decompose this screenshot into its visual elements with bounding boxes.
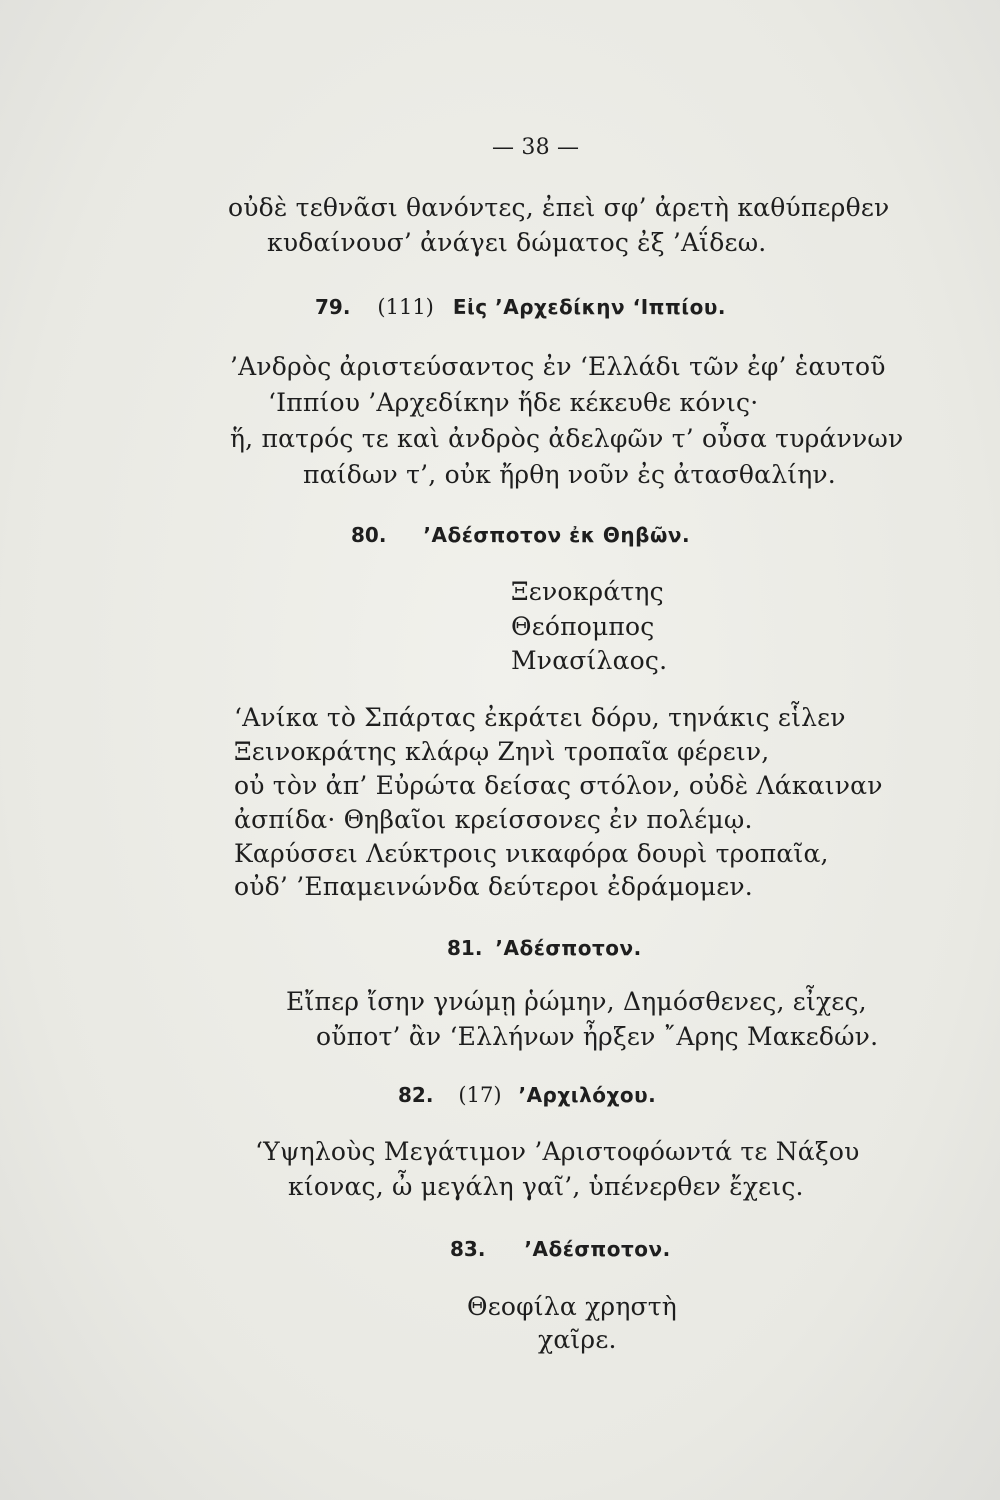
verse-line: κυδαίνουσ’ ἀνάγει δώματος ἐξ ’Αΐδεω. [267, 228, 767, 257]
verse-line: Καρύσσει Λεύκτροις νικαφόρα δουρὶ τροπαῖα, [234, 839, 829, 868]
epigram-title: Εἰς ’Αρχεδίκην ‘Ιππίου. [452, 295, 726, 319]
epigram-title: ’Αδέσποτον ἐκ Θηβῶν. [423, 523, 691, 547]
epigram-heading-82 [398, 1082, 656, 1108]
name-line: Ξενοκράτης [511, 577, 664, 606]
verse-line: οὔποτ’ ἂν ‘Ελλήνων ἦρξεν ῎Αρης Μακεδών. [316, 1022, 879, 1051]
epigram-number: 80. [351, 523, 387, 547]
verse-line: οὐδ’ ’Επαμεινώνδα δεύτεροι ἐδράμομεν. [234, 872, 753, 901]
epigram-heading-80 [351, 522, 690, 548]
verse-line: ‘Ιππίου ’Αρχεδίκην ἥδε κέκευθε κόνις· [268, 388, 759, 417]
page-number: — 38 — [492, 135, 580, 160]
epigram-number: 83. [450, 1237, 486, 1261]
epigram-title: ’Αδέσποτον. [524, 1237, 671, 1261]
verse-line: Ξεινοκράτης κλάρῳ Ζηνὶ τροπαῖα φέρειν, [234, 737, 770, 766]
verse-line: παίδων τ’, οὐκ ἤρθη νοῦν ἐς ἀτασθαλίην. [303, 460, 836, 489]
verse-line: Εἴπερ ἴσην γνώμῃ ῥώμην, Δημόσθενες, εἶχες, [286, 987, 867, 1016]
epigram-title: ’Αδέσποτον. [495, 936, 642, 960]
verse-line: κίονας, ὦ μεγάλη γαῖ’, ὑπένερθεν ἔχεις. [288, 1172, 804, 1201]
verse-line: οὐ τὸν ἀπ’ Εὐρώτα δείσας στόλον, οὐδὲ Λάκαιναν [234, 771, 883, 800]
epigram-reference: (17) [458, 1083, 502, 1107]
epigram-heading-79 [315, 294, 726, 320]
epigram-number: 81. [447, 936, 483, 960]
name-line: Θεόπομπος [511, 612, 655, 641]
name-line: Μνασίλαος. [511, 646, 668, 675]
epigram-heading-81 [447, 935, 642, 961]
verse-line: ‘Υψηλοὺς Μεγάτιμον ’Αριστοφόωντά τε Νάξου [255, 1137, 860, 1166]
verse-line: ἥ, πατρός τε καὶ ἀνδρὸς ἀδελφῶν τ’ οὖσα τυράννων [230, 424, 904, 453]
verse-line: ‘Ανίκα τὸ Σπάρτας ἐκράτει δόρυ, τηνάκις εἷλεν [234, 703, 846, 732]
epigram-number: 82. [398, 1083, 434, 1107]
verse-line: Θεοφίλα χρηστὴ [467, 1292, 677, 1321]
verse-line: ἀσπίδα· Θηβαῖοι κρείσσονες ἐν πολέμῳ. [234, 805, 753, 834]
epigram-heading-83 [450, 1236, 671, 1262]
epigram-title: ’Αρχιλόχου. [518, 1083, 657, 1107]
epigram-reference: (111) [377, 295, 434, 319]
verse-line: οὐδὲ τεθνᾶσι θανόντες, ἐπεὶ σφ’ ἀρετὴ καθύπερθεν [228, 193, 890, 222]
verse-line: χαῖρε. [538, 1325, 617, 1354]
epigram-number: 79. [315, 295, 351, 319]
verse-line: ’Ανδρὸς ἀριστεύσαντος ἐν ‘Ελλάδι τῶν ἐφ’ ἑαυτοῦ [230, 352, 886, 381]
